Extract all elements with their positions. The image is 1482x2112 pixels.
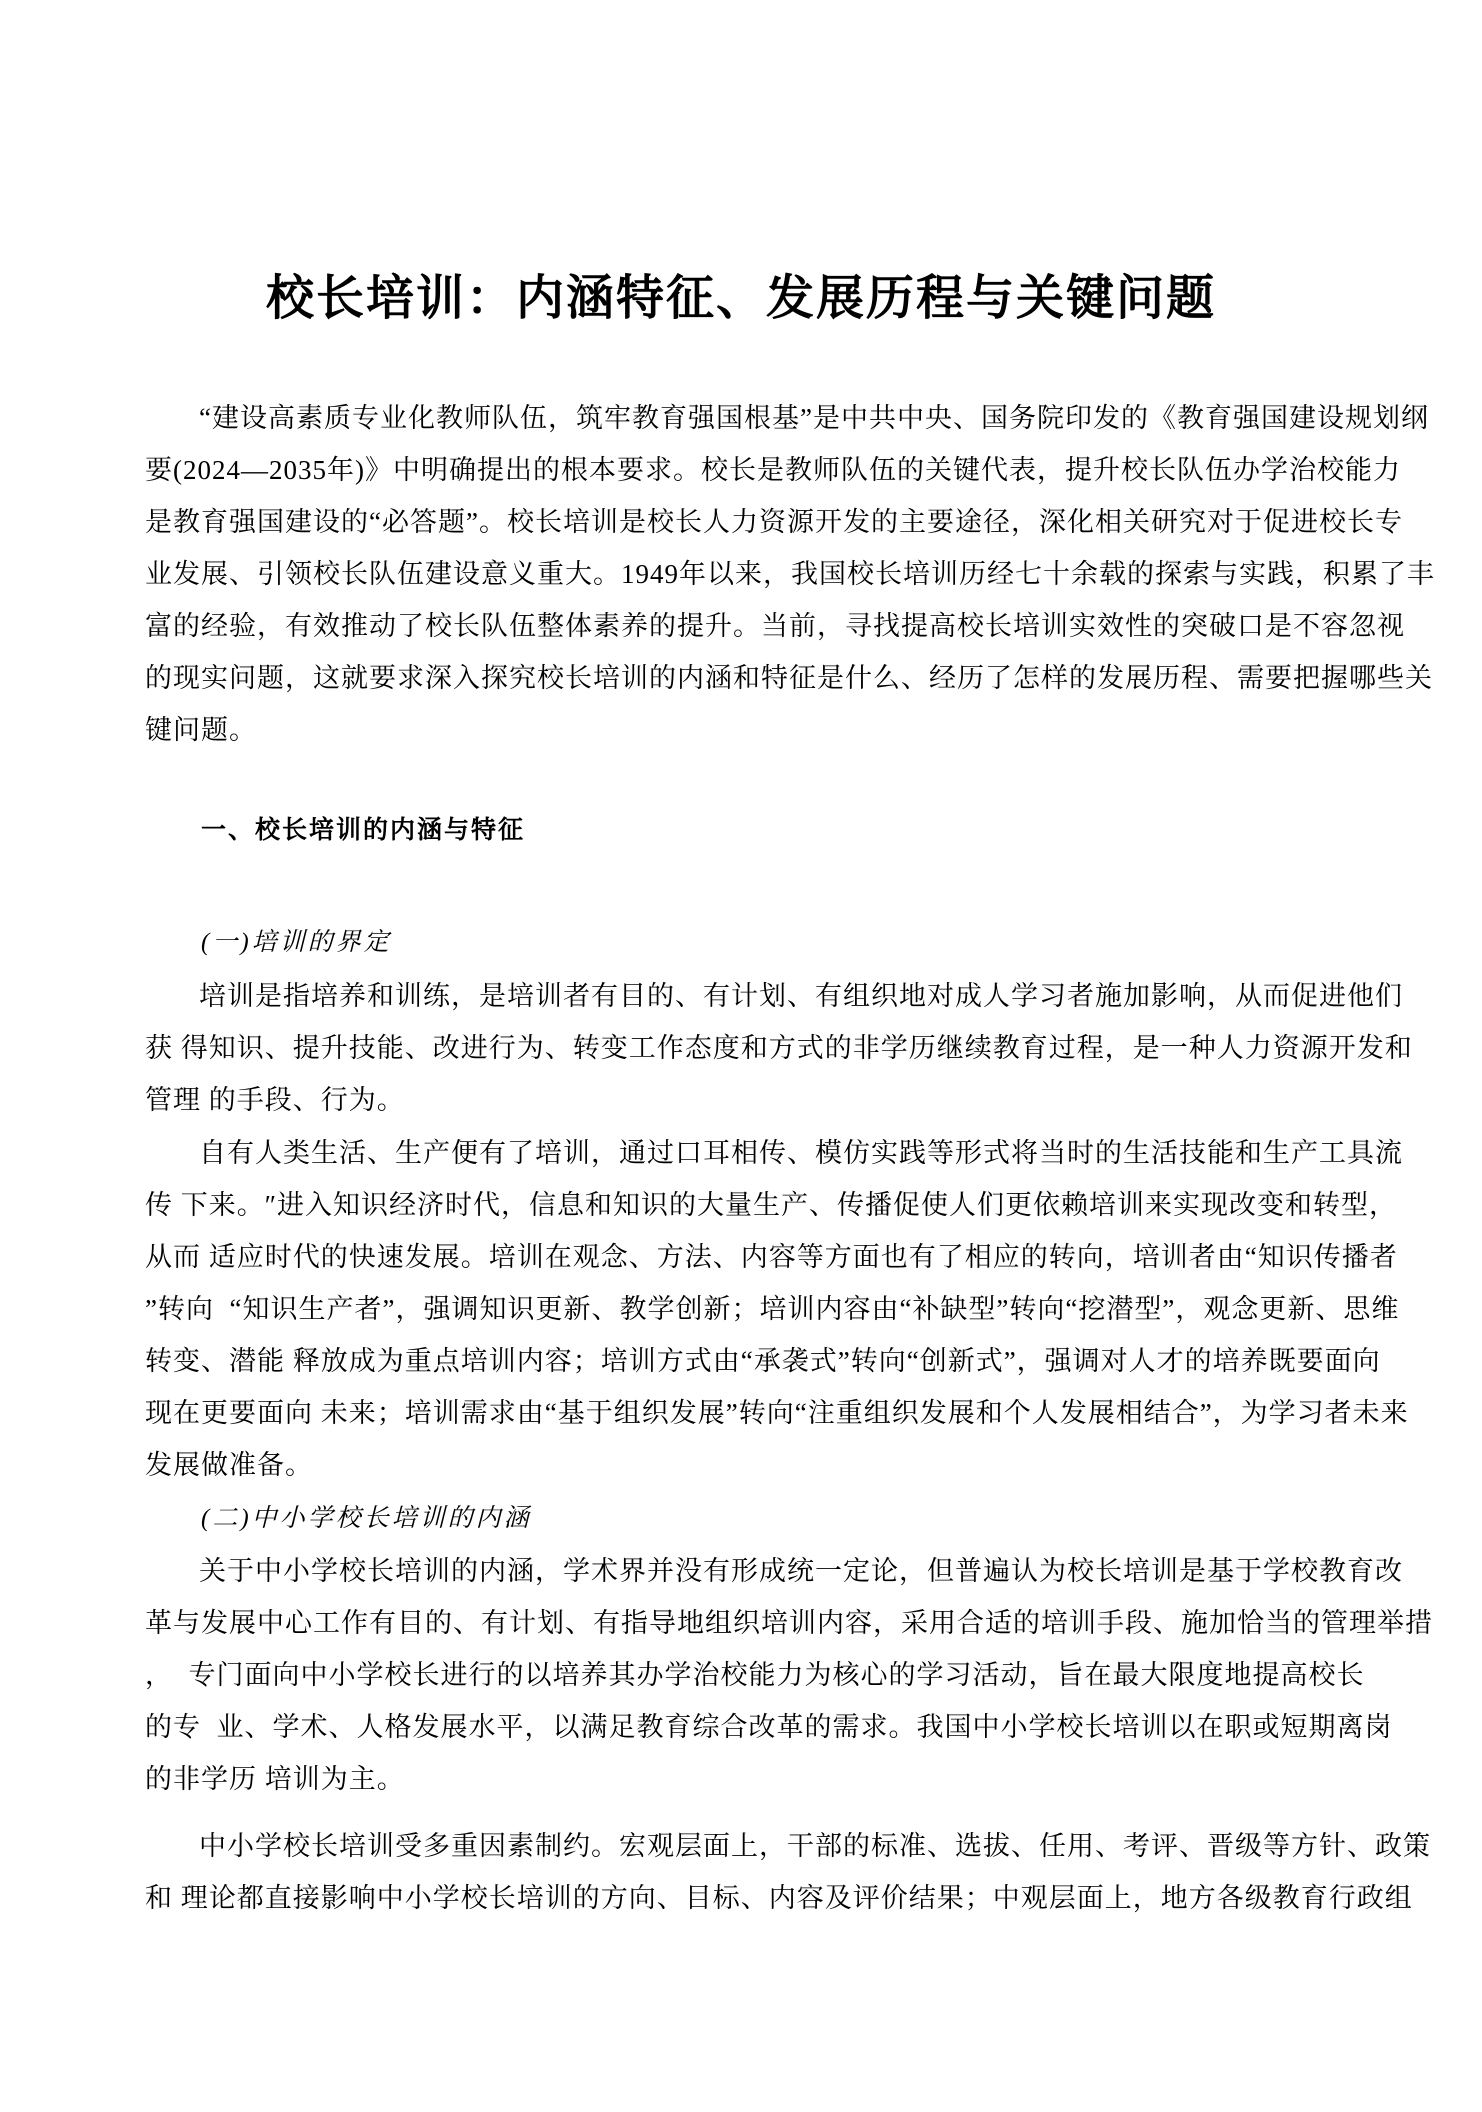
paragraph-4: [145, 1545, 1447, 1805]
text-line: 从而 适应时代的快速发展。培训在观念、方法、内容等方面也有了相应的转向，培训者由“知识传播者: [145, 1242, 1398, 1272]
text-line: 传 下来。″进入知识经济时代，信息和知识的大量生产、传播促使人们更依赖培训来实现改变和转型，: [145, 1190, 1397, 1220]
text-line: 现在更要面向 未来；培训需求由“基于组织发展”转向“注重组织发展和个人发展相结合”，为学习者未来: [145, 1398, 1409, 1428]
text-line: 中小学校长培训受多重因素制约。宏观层面上，干部的标准、选拔、任用、考评、晋级等方针、政策: [199, 1831, 1431, 1861]
text-line: 获 得知识、提升技能、改进行为、转变工作态度和方式的非学历继续教育过程，是一种人力资源开发和: [145, 1033, 1413, 1063]
text-line: 的专 业、学术、人格发展水平，以满足教育综合改革的需求。我国中小学校长培训以在职或短期离岗: [145, 1712, 1393, 1742]
paragraph-2: [145, 970, 1447, 1126]
text-line: 关于中小学校长培训的内涵，学术界并没有形成统一定论，但普遍认为校长培训是基于学校教育改: [199, 1556, 1403, 1586]
paragraph-5: [145, 1820, 1447, 1924]
text-line: “建设高素质专业化教师队伍，筑牢教育强国根基”是中共中央、国务院印发的《教育强国建设规划纲: [199, 403, 1429, 433]
section-heading-1: 一、校长培训的内涵与特征: [201, 816, 526, 844]
subsection-heading-2: (二)中小学校长培训的内涵: [201, 1505, 532, 1532]
text-line: 富的经验，有效推动了校长队伍整体素养的提升。当前，寻找提高校长培训实效性的突破口是不容忽视: [145, 611, 1405, 641]
text-line: 发展做准备。: [145, 1450, 313, 1480]
text-line: 培训是指培养和训练，是培训者有目的、有计划、有组织地对成人学习者施加影响，从而促进他们: [199, 981, 1403, 1011]
paragraph-1: [145, 392, 1447, 756]
subsection-heading-1: (一)培训的界定: [201, 929, 392, 956]
text-line: 革与发展中心工作有目的、有计划、有指导地组织培训内容，采用合适的培训手段、施加恰当的管理举措: [145, 1608, 1433, 1638]
text-line: 管理 的手段、行为。: [145, 1085, 405, 1115]
text-line: 自有人类生活、生产便有了培训，通过口耳相传、模仿实践等形式将当时的生活技能和生产工具流: [199, 1138, 1403, 1168]
text-line: 的非学历 培训为主。: [145, 1764, 405, 1794]
text-line: 要(2024—2035年)》中明确提出的根本要求。校长是教师队伍的关键代表，提升校长队伍办学治校能力: [145, 455, 1401, 485]
text-line: 转变、潜能 释放成为重点培训内容；培训方式由“承袭式”转向“创新式”，强调对人才的培养既要面向: [145, 1346, 1381, 1376]
text-line: 键问题。: [145, 715, 257, 745]
text-line: ， 专门面向中小学校长进行的以培养其办学治校能力为核心的学习活动，旨在最大限度地提高校长: [145, 1660, 1365, 1690]
text-line: 是教育强国建设的“必答题”。校长培训是校长人力资源开发的主要途径，深化相关研究对于促进校长专: [145, 507, 1403, 537]
document-title: 校长培训：内涵特征、发展历程与关键问题: [265, 272, 1216, 325]
text-line: 业发展、引领校长队伍建设意义重大。1949年以来，我国校长培训历经七十余载的探索与实践，积累了丰: [145, 559, 1435, 589]
text-line: ”转向 “知识生产者”，强调知识更新、教学创新；培训内容由“补缺型”转向“挖潜型”，观念更新、思维: [145, 1294, 1400, 1324]
paragraph-3: [145, 1127, 1447, 1491]
text-line: 和 理论都直接影响中小学校长培训的方向、目标、内容及评价结果；中观层面上，地方各级教育行政组: [145, 1883, 1413, 1913]
text-line: 的现实问题，这就要求深入探究校长培训的内涵和特征是什么、经历了怎样的发展历程、需要把握哪些关: [145, 663, 1433, 693]
